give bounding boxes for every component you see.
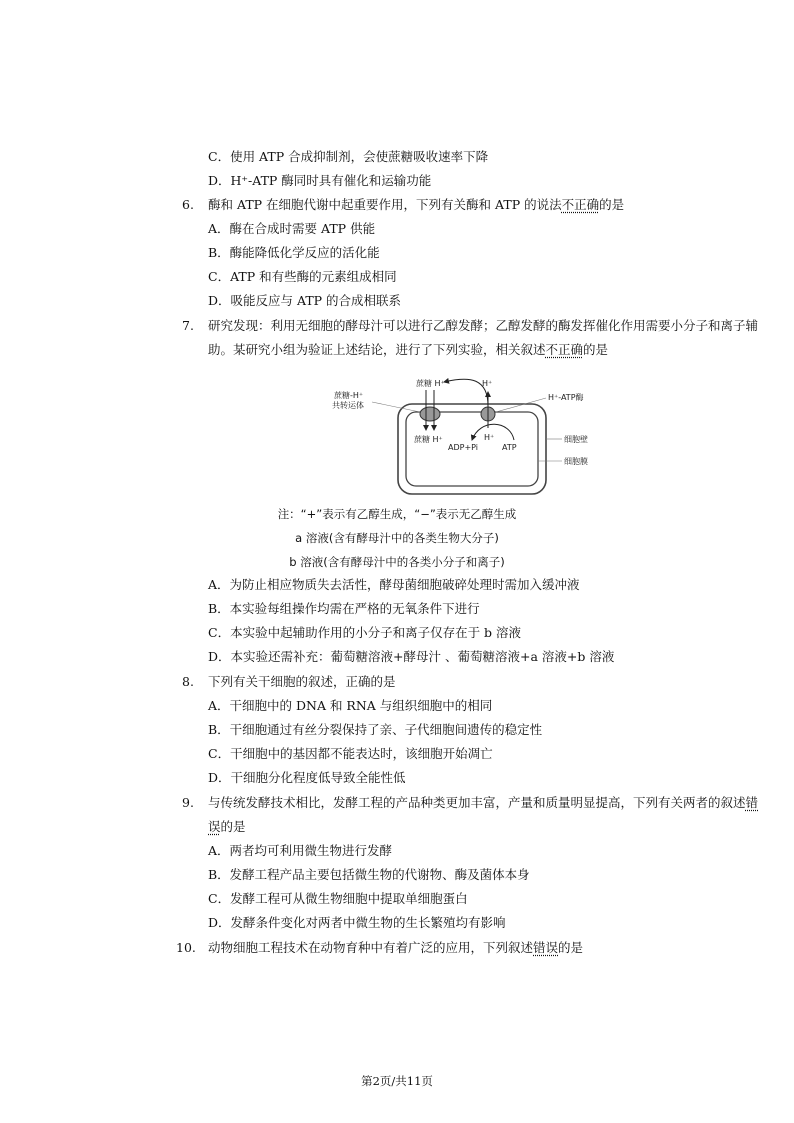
q9-stem-emphasis-2: 误 — [208, 819, 221, 834]
q8-number: 8. — [182, 674, 194, 689]
q5-option-c: C．使用 ATP 合成抑制剂，会使蔗糖吸收速率下降 — [208, 149, 489, 164]
q7-option-d: D．本实验还需补充：葡萄糖溶液+酵母汁 、葡萄糖溶液+a 溶液+b 溶液 — [208, 649, 615, 664]
q9-option-c: C．发酵工程可从微生物细胞中提取单细胞蛋白 — [208, 891, 468, 906]
q9-stem-emphasis-1: 错 — [745, 795, 759, 810]
q7-stem-b: 的是 — [583, 342, 609, 357]
q9-number: 9. — [182, 795, 194, 810]
q5-option-d: D．H⁺-ATP 酶同时具有催化和运输功能 — [208, 173, 432, 188]
label-atp: ATP — [502, 443, 517, 452]
q7-solution-a: a 溶液(含有酵母汁中的各类生物大分子) — [295, 531, 499, 545]
label-cell-wall: 细胞壁 — [564, 435, 588, 444]
q6-option-d: D．吸能反应与 ATP 的合成相联系 — [208, 293, 402, 308]
q7-stem-a: 助。某研究小组为验证上述结论，进行了下列实验，相关叙述 — [208, 342, 546, 357]
q9-option-a: A．两者均可利用微生物进行发酵 — [208, 843, 393, 858]
label-adp: ADP+Pi — [448, 443, 479, 452]
page-footer: 第2页/共11页 — [361, 1074, 433, 1088]
q8-option-b: B．干细胞通过有丝分裂保持了亲、子代细胞间遗传的稳定性 — [208, 722, 543, 737]
q6-stem-a: 酶和 ATP 在细胞代谢中起重要作用，下列有关酶和 ATP 的说法 — [208, 197, 562, 212]
q9-stem-a: 与传统发酵技术相比，发酵工程的产品种类更加丰富，产量和质量明显提高，下列有关两者的叙述 — [208, 795, 746, 810]
q9-option-d: D．发酵条件变化对两者中微生物的生长繁殖均有影响 — [208, 915, 506, 930]
label-h-in: H⁺ — [484, 433, 495, 442]
q7-option-b: B．本实验每组操作均需在严格的无氧条件下进行 — [208, 601, 480, 616]
label-cell-membrane: 细胞膜 — [564, 457, 588, 466]
q9-stem-line1 — [208, 795, 758, 811]
label-atpase: H⁺-ATP酶 — [548, 393, 584, 402]
q7-stem-line1: 研究发现：利用无细胞的酵母汁可以进行乙醇发酵；乙醇发酵的酶发挥催化作用需要小分子和离子辅 — [208, 318, 759, 333]
label-cotransporter-2: 共转运体 — [332, 401, 364, 410]
q9-stem-b: 的是 — [220, 819, 246, 834]
label-sucrose-out: 蔗糖 H⁺ — [416, 379, 445, 388]
label-h-out: H⁺ — [482, 379, 493, 388]
q10-stem-b: 的是 — [558, 940, 584, 955]
q6-stem-emphasis: 不正确 — [561, 197, 600, 212]
q10-stem — [208, 940, 583, 956]
q8-stem: 下列有关干细胞的叙述，正确的是 — [208, 674, 396, 689]
q6-number: 6. — [182, 197, 194, 212]
q7-stem-line2 — [208, 342, 608, 358]
q7-number: 7. — [182, 318, 194, 333]
q9-stem-line2 — [208, 819, 246, 835]
q10-stem-a: 动物细胞工程技术在动物育种中有着广泛的应用，下列叙述 — [208, 940, 534, 955]
q6-option-c: C．ATP 和有些酶的元素组成相同 — [208, 269, 397, 284]
q6-stem — [208, 197, 624, 213]
q6-option-a: A．酶在合成时需要 ATP 供能 — [208, 221, 376, 236]
q9-option-b: B．发酵工程产品主要包括微生物的代谢物、酶及菌体本身 — [208, 867, 530, 882]
q10-number: 10. — [176, 940, 196, 955]
q7-option-c: C．本实验中起辅助作用的小分子和离子仅存在于 b 溶液 — [208, 625, 522, 640]
q6-option-b: B．酶能降低化学反应的活化能 — [208, 245, 380, 260]
q7-note: 注：“+”表示有乙醇生成，“−”表示无乙醇生成 — [277, 507, 517, 521]
label-sucrose-in: 蔗糖 H⁺ — [414, 435, 443, 444]
q7-solution-b: b 溶液(含有酵母汁中的各类小分子和离子) — [289, 555, 505, 569]
q10-stem-emphasis: 错误 — [533, 940, 559, 955]
cell-transport-diagram — [330, 370, 620, 502]
q7-option-a: A．为防止相应物质失去活性，酵母菌细胞破碎处理时需加入缓冲液 — [208, 577, 580, 592]
q6-stem-b: 的是 — [599, 197, 625, 212]
cotransporter-shape — [420, 407, 440, 421]
q7-stem-emphasis: 不正确 — [545, 342, 584, 357]
q8-option-d: D．干细胞分化程度低导致全能性低 — [208, 770, 406, 785]
label-cotransporter-1: 蔗糖-H⁺ — [334, 391, 364, 400]
q8-option-a: A．干细胞中的 DNA 和 RNA 与组织细胞中的相同 — [208, 698, 493, 713]
q8-option-c: C．干细胞中的基因都不能表达时，该细胞开始凋亡 — [208, 746, 493, 761]
